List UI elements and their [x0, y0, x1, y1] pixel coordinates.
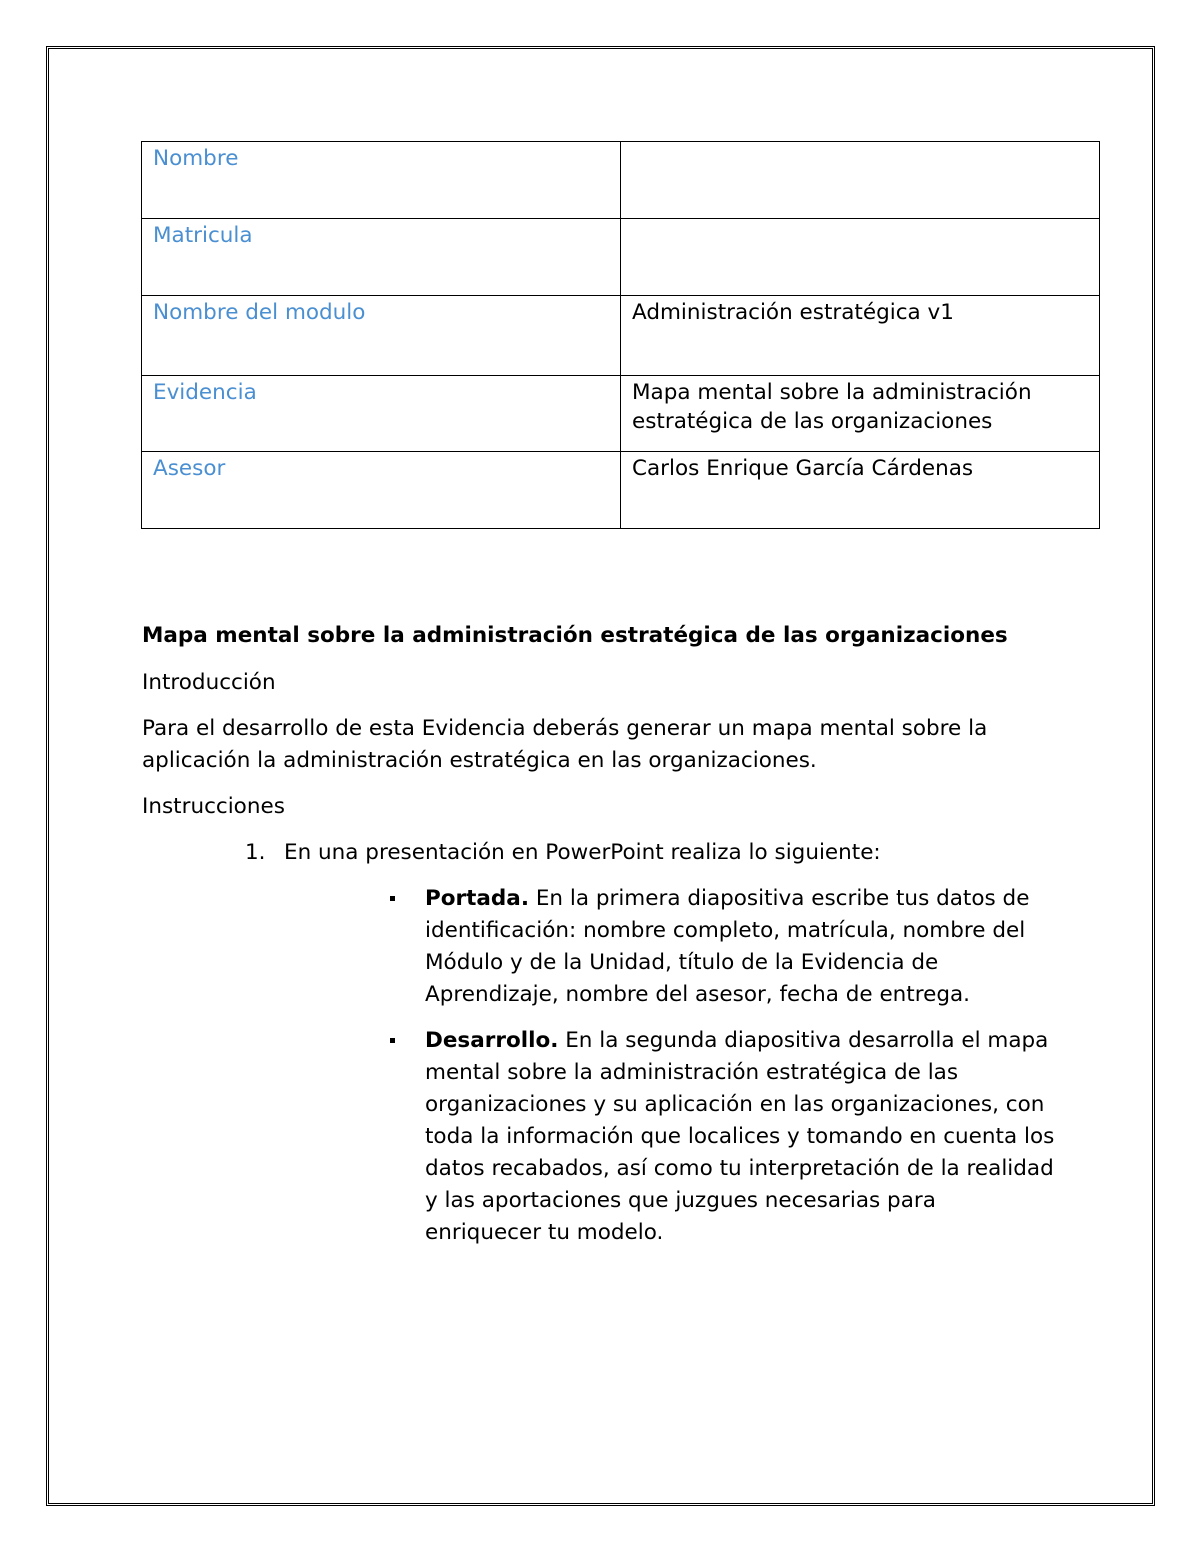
- document-body: [142, 620, 1062, 1263]
- bullet-item-portada: [142, 883, 1062, 1011]
- table-row: [142, 219, 1100, 296]
- info-table: [141, 141, 1100, 529]
- label-nombre-modulo: Nombre del modulo: [142, 296, 621, 376]
- table-row: [142, 296, 1100, 376]
- bullet-text: [425, 883, 1055, 1011]
- table-row: [142, 142, 1100, 219]
- label-matricula: Matricula: [142, 219, 621, 296]
- label-asesor: Asesor: [142, 452, 621, 529]
- value-matricula: [621, 219, 1100, 296]
- label-evidencia: Evidencia: [142, 376, 621, 452]
- step-text: En una presentación en PowerPoint realiza lo siguiente:: [284, 840, 881, 865]
- label-nombre: Nombre: [142, 142, 621, 219]
- bullet-body: En la segunda diapositiva desarrolla el mapa mental sobre la administración estratégica de las organizaciones y su aplicación en las organizaciones, con toda la información que localices y tomando en cuenta los datos recabados, así como tu interpretación de la realidad y las aportaciones que juzgues necesarias para enriquecer tu modelo.: [425, 1028, 1055, 1245]
- value-nombre: [621, 142, 1100, 219]
- step-number: 1.: [245, 840, 266, 865]
- square-bullet-icon: [390, 1038, 395, 1043]
- value-evidencia: Mapa mental sobre la administración estratégica de las organizaciones: [621, 376, 1100, 452]
- bullet-text: [425, 1025, 1055, 1249]
- intro-text: Para el desarrollo de esta Evidencia deberás generar un mapa mental sobre la aplicación la administración estratégica en las organizaciones.: [142, 716, 988, 773]
- instructions-heading: Instrucciones: [142, 794, 285, 819]
- bullet-body: En la primera diapositiva escribe tus datos de identificación: nombre completo, matrícula, nombre del Módulo y de la Unidad, título de la Evidencia de Aprendizaje, nombre del asesor, fecha de entrega.: [425, 886, 1030, 1007]
- table-row: [142, 452, 1100, 529]
- value-asesor: Carlos Enrique García Cárdenas: [621, 452, 1100, 529]
- document-title: Mapa mental sobre la administración estratégica de las organizaciones: [142, 623, 1008, 648]
- value-nombre-modulo: Administración estratégica v1: [621, 296, 1100, 376]
- square-bullet-icon: [390, 896, 395, 901]
- bullet-bold-label: Desarrollo.: [425, 1028, 559, 1053]
- bullet-bold-label: Portada.: [425, 886, 529, 911]
- numbered-step: [142, 837, 1062, 869]
- bullet-item-desarrollo: [142, 1025, 1062, 1249]
- table-row: [142, 376, 1100, 452]
- intro-heading: Introducción: [142, 670, 276, 695]
